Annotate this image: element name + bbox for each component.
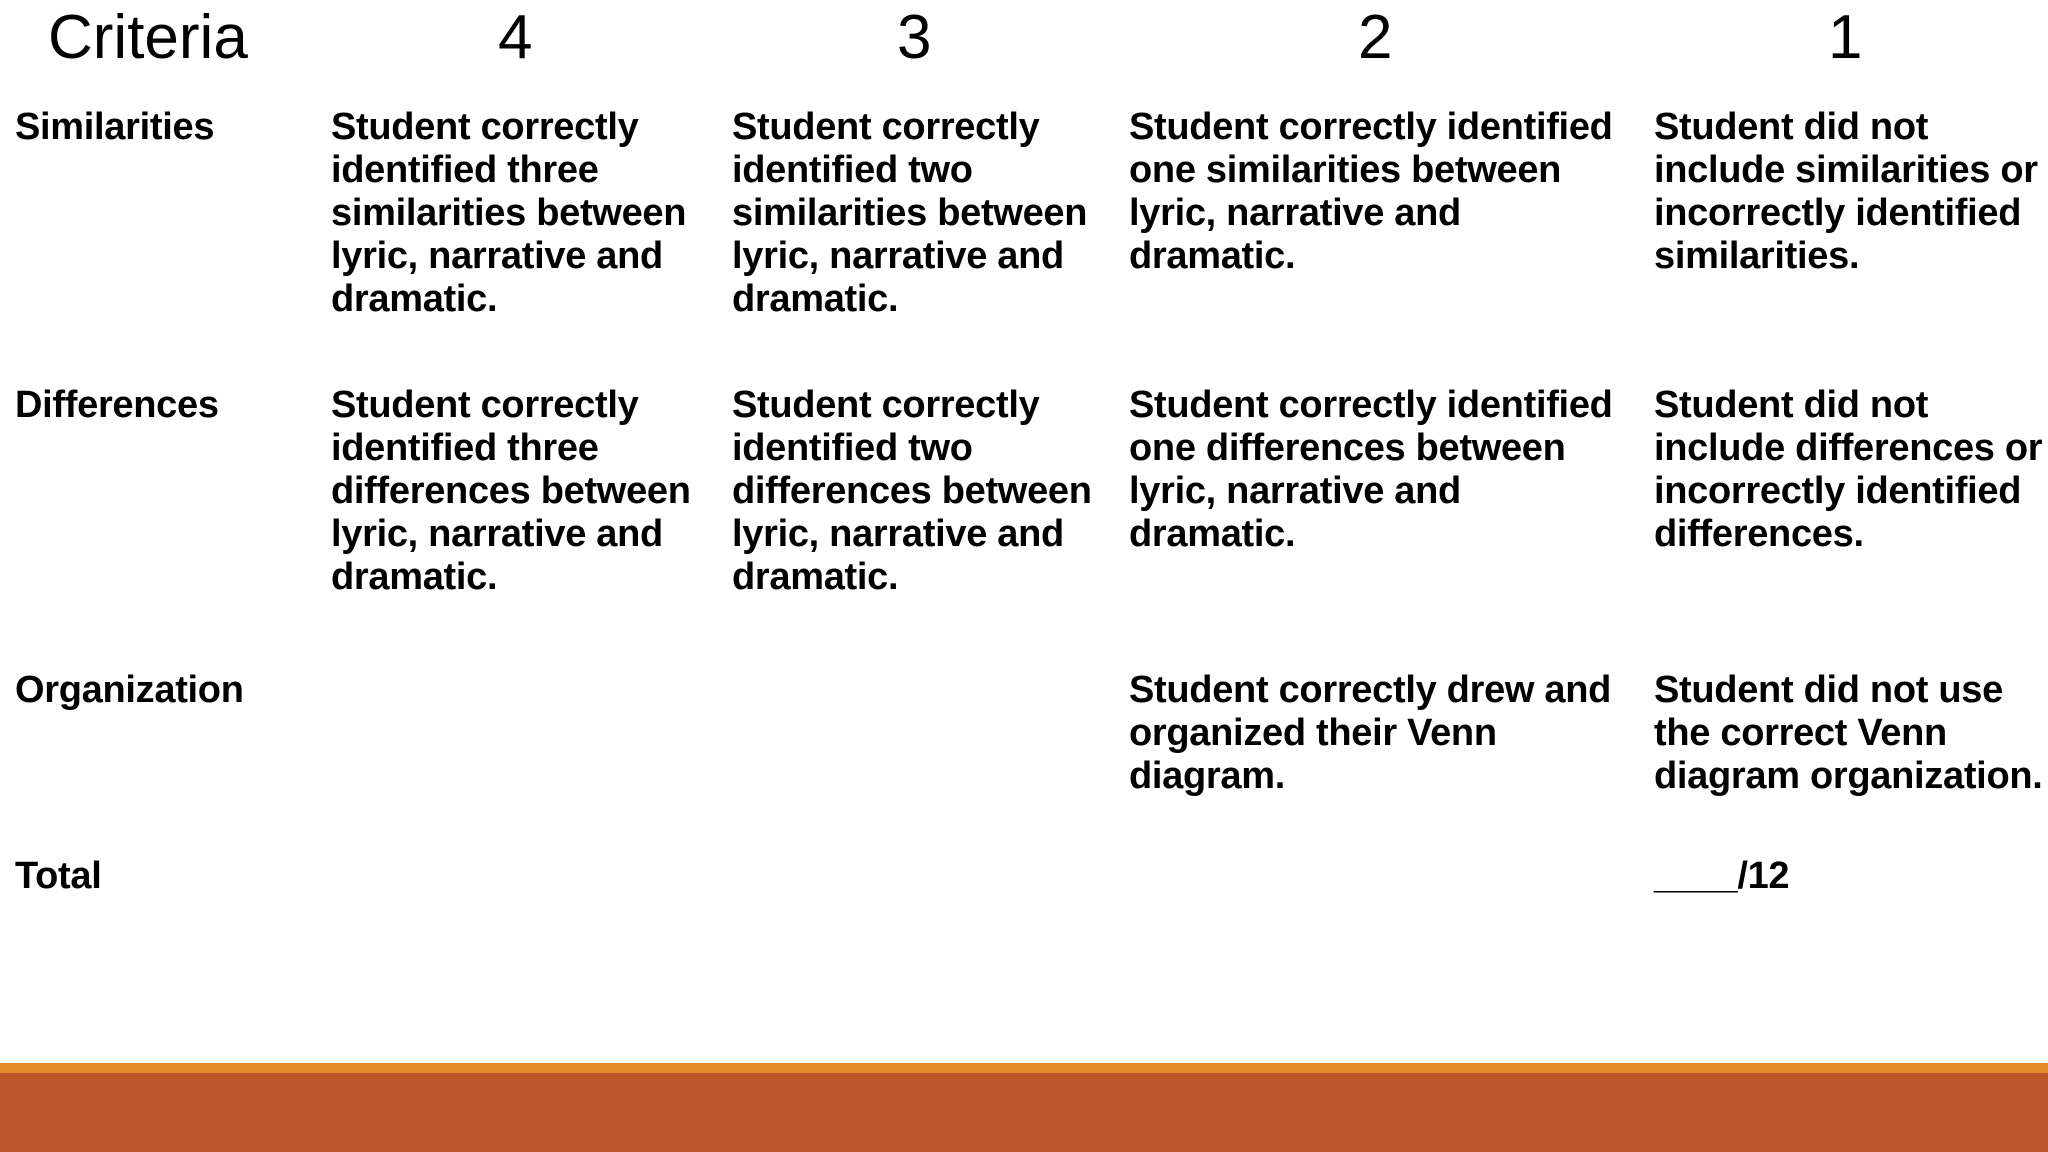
rubric-header-row [0,0,2048,80]
organization-score-2: Student correctly drew and organized their Venn diagram. [1129,669,1612,797]
header-score-3: 3 [897,3,932,72]
differences-score-1: Student did not include differences or incorrectly identified differences. [1654,384,2043,555]
header-score-4: 4 [498,3,533,72]
differences-score-4: Student correctly identified three differences between lyric, narrative and dramatic. [331,384,691,598]
differences-score-2: Student correctly identified one differences between lyric, narrative and dramatic. [1129,384,1613,555]
organization-score-1: Student did not use the correct Venn diagram organization. [1654,669,2043,797]
similarities-score-3: Student correctly identified two similarities between lyric, narrative and dramatic. [732,106,1088,320]
similarities-score-2: Student correctly identified one similarities between lyric, narrative and dramatic. [1129,106,1613,277]
header-score-1: 1 [1828,3,1863,72]
similarities-score-1: Student did not include similarities or incorrectly identified similarities. [1654,106,2038,277]
header-criteria: Criteria [48,3,248,72]
row-label-total: Total [15,855,102,897]
total-score-blank[interactable]: ____/12 [1654,855,1790,897]
row-label-similarities: Similarities [15,106,215,148]
footer-bar [0,1073,2048,1152]
row-label-differences: Differences [15,384,219,426]
footer-accent-line [0,1063,2048,1073]
similarities-score-4: Student correctly identified three similarities between lyric, narrative and dramatic. [331,106,687,320]
header-score-2: 2 [1358,3,1393,72]
differences-score-3: Student correctly identified two differences between lyric, narrative and dramatic. [732,384,1092,598]
row-label-organization: Organization [15,669,244,711]
